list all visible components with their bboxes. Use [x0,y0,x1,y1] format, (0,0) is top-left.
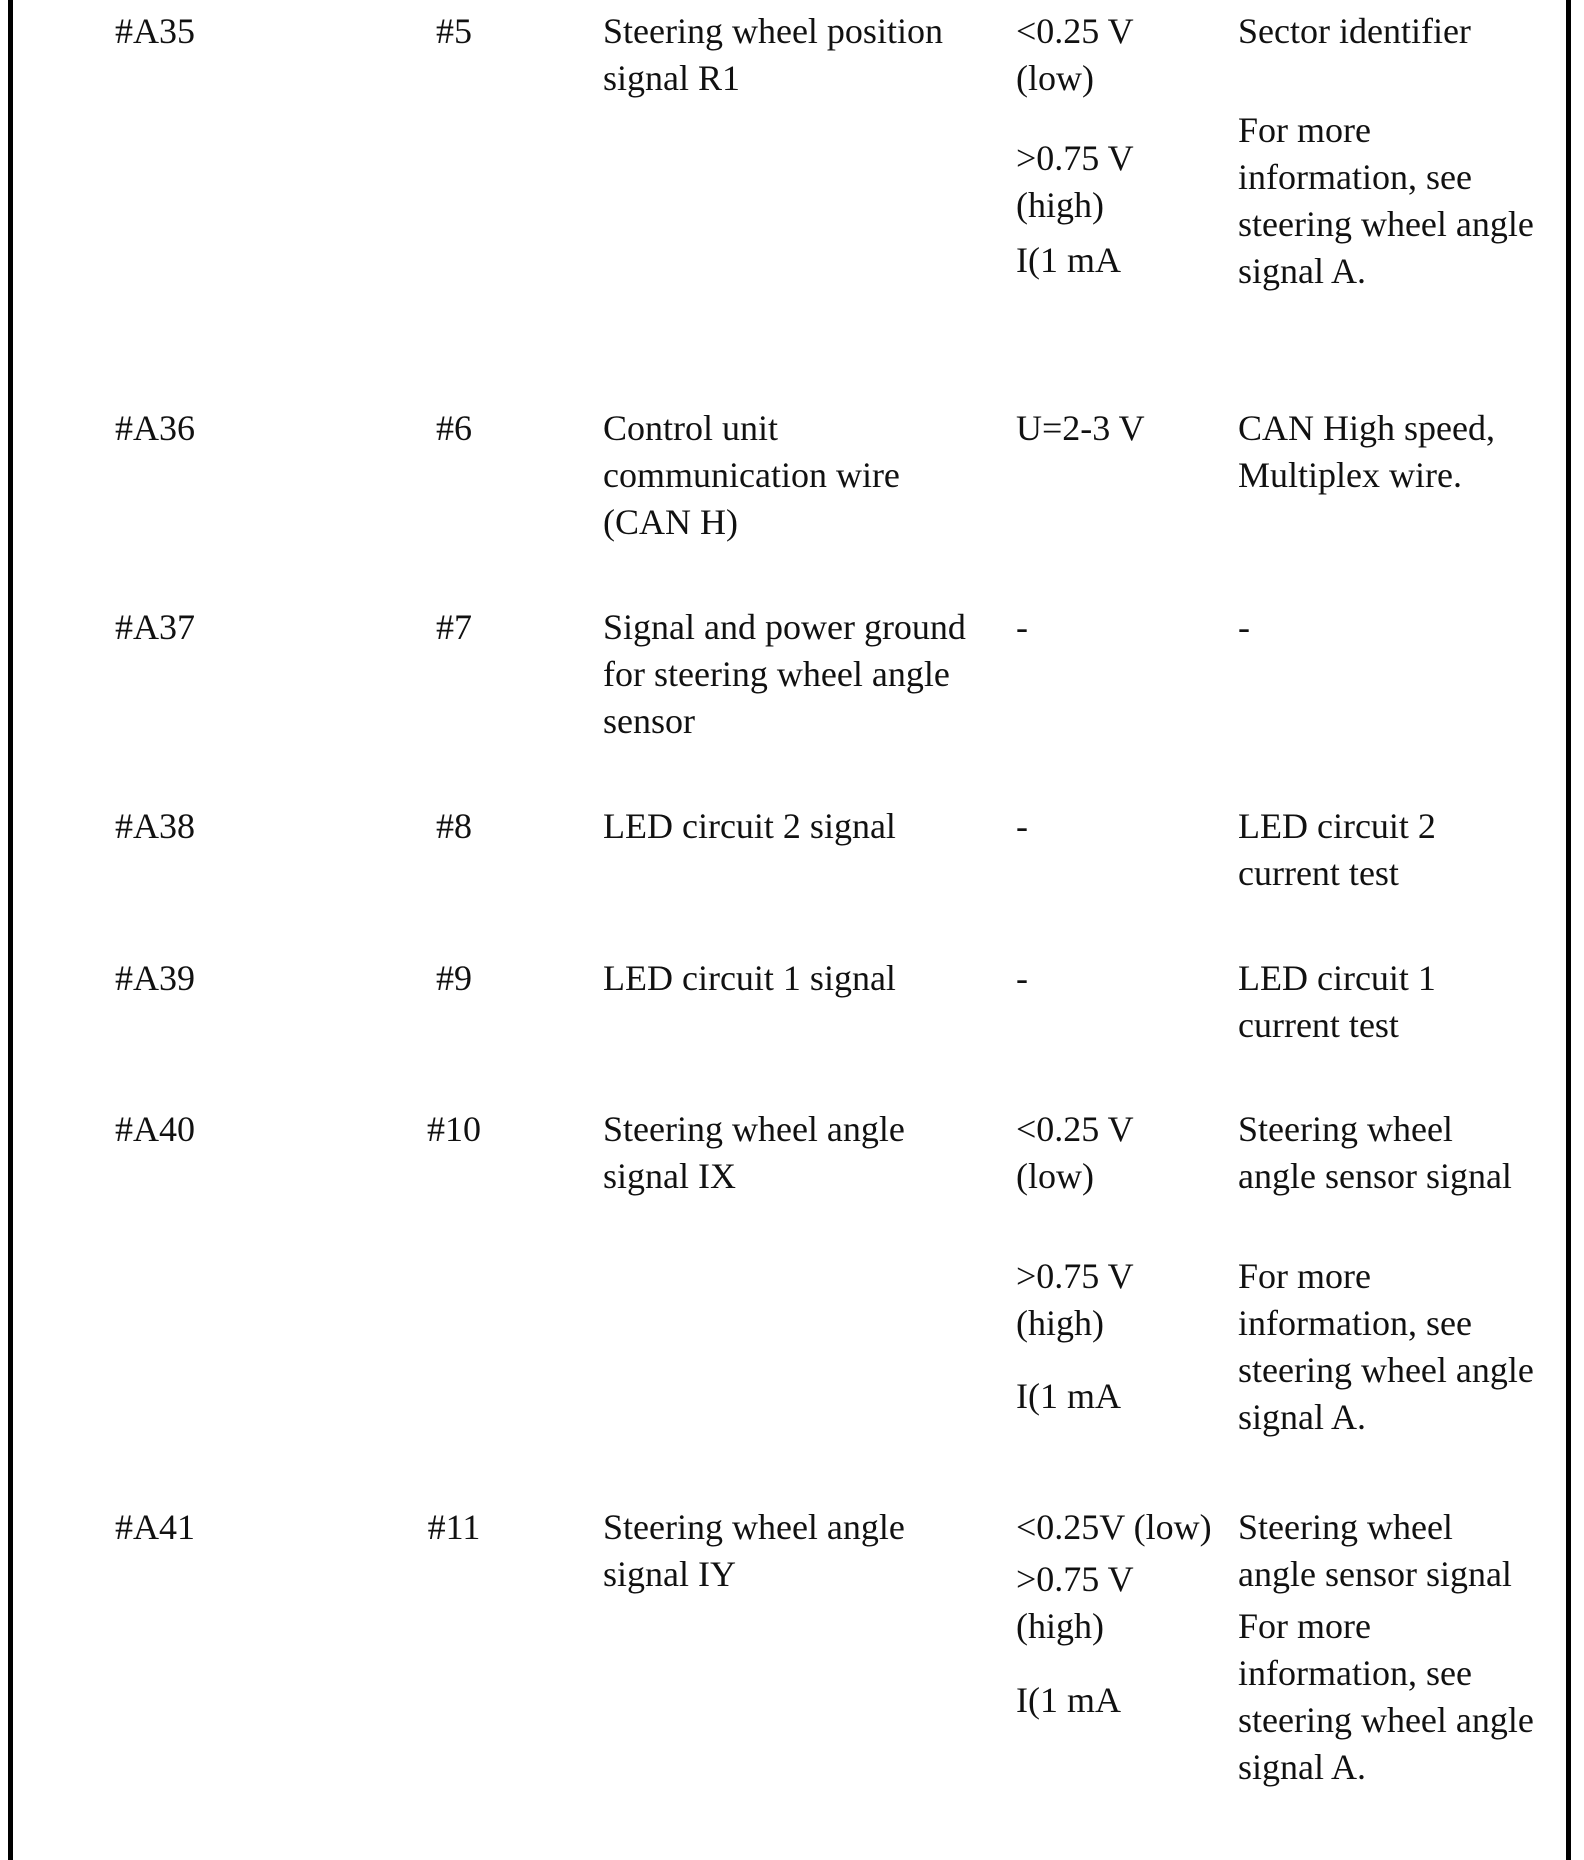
pin-id: #A38 [115,806,195,846]
comment-line: LED circuit 1 [1238,958,1436,998]
comment-line: CAN High speed, [1238,408,1495,448]
pin-comment [1238,955,1436,1049]
value-line: - [1016,958,1028,998]
value-line: <0.25V (low) [1016,1507,1212,1547]
comment-line: information, see [1238,157,1472,197]
value-line: I(1 mA [1016,1376,1121,1416]
comment-line: For more [1238,110,1371,150]
comment-line: LED circuit 2 [1238,806,1436,846]
comment-line: current test [1238,1005,1399,1045]
table-border-left [8,0,13,1860]
comment-line: For more [1238,1256,1371,1296]
comment-line: signal A. [1238,251,1367,291]
comment-line: steering wheel angle [1238,1700,1534,1740]
value-line: (high) [1016,1303,1104,1343]
pin-description [603,803,896,850]
value-line: >0.75 V [1016,138,1134,178]
value-line: >0.75 V [1016,1559,1134,1599]
pin-number: #8 [436,806,472,846]
pin-values [1016,8,1134,284]
comment-line: angle sensor signal [1238,1554,1512,1594]
description-line: signal R1 [603,58,741,98]
pin-number: #11 [427,1507,481,1547]
description-line: signal IX [603,1156,736,1196]
value-line: <0.25 V [1016,11,1134,51]
comment-line: angle sensor signal [1238,1156,1512,1196]
value-line: <0.25 V [1016,1109,1134,1149]
comment-line: Steering wheel [1238,1109,1453,1149]
description-line: (CAN H) [603,502,738,542]
comment-line: information, see [1238,1303,1472,1343]
pin-values [1016,405,1145,452]
comment-line: signal A. [1238,1747,1367,1787]
comment-line: steering wheel angle [1238,204,1534,244]
pin-values [1016,604,1028,651]
pin-number: #7 [436,607,472,647]
comment-line: current test [1238,853,1399,893]
description-line: Steering wheel position [603,11,943,51]
pin-description [603,955,896,1002]
description-line: communication wire [603,455,900,495]
pin-number: #6 [436,408,472,448]
pin-values [1016,1106,1134,1420]
value-line: I(1 mA [1016,1680,1121,1720]
pin-values [1016,803,1028,850]
value-line: >0.75 V [1016,1256,1134,1296]
comment-line: For more [1238,1606,1371,1646]
value-line: - [1016,806,1028,846]
description-line: Control unit [603,408,779,448]
description-line: Signal and power ground [603,607,966,647]
pin-number: #5 [436,11,472,51]
description-line: Steering wheel angle [603,1507,905,1547]
pin-id: #A35 [115,11,195,51]
description-line: signal IY [603,1554,736,1594]
comment-line: signal A. [1238,1397,1367,1437]
comment-line: steering wheel angle [1238,1350,1534,1390]
pin-id: #A36 [115,408,195,448]
description-line: LED circuit 1 signal [603,958,896,998]
pin-description [603,1106,905,1200]
pin-description [603,8,943,102]
pin-comment [1238,803,1436,897]
description-line: LED circuit 2 signal [603,806,896,846]
pin-id: #A40 [115,1109,195,1149]
value-line: (low) [1016,58,1094,98]
pin-id: #A41 [115,1507,195,1547]
value-line: (high) [1016,185,1104,225]
comment-line: - [1238,607,1250,647]
comment-line: Steering wheel [1238,1507,1453,1547]
pin-values [1016,1504,1212,1724]
pin-description [603,1504,905,1598]
pin-values [1016,955,1028,1002]
pin-number: #10 [427,1109,481,1149]
pin-description [603,405,900,546]
comment-line: Sector identifier [1238,11,1471,51]
comment-line: Multiplex wire. [1238,455,1462,495]
value-line: U=2-3 V [1016,408,1145,448]
pin-comment [1238,8,1534,295]
pin-description [603,604,966,745]
pin-comment [1238,604,1250,651]
pin-comment [1238,1504,1534,1791]
pin-comment [1238,1106,1534,1441]
table-border-right [1566,0,1571,1860]
pin-number: #9 [436,958,472,998]
pin-comment [1238,405,1495,499]
pin-id: #A39 [115,958,195,998]
comment-line: information, see [1238,1653,1472,1693]
description-line: sensor [603,701,695,741]
pin-id: #A37 [115,607,195,647]
value-line: (high) [1016,1606,1104,1646]
value-line: I(1 mA [1016,240,1121,280]
description-line: Steering wheel angle [603,1109,905,1149]
value-line: - [1016,607,1028,647]
description-line: for steering wheel angle [603,654,950,694]
value-line: (low) [1016,1156,1094,1196]
